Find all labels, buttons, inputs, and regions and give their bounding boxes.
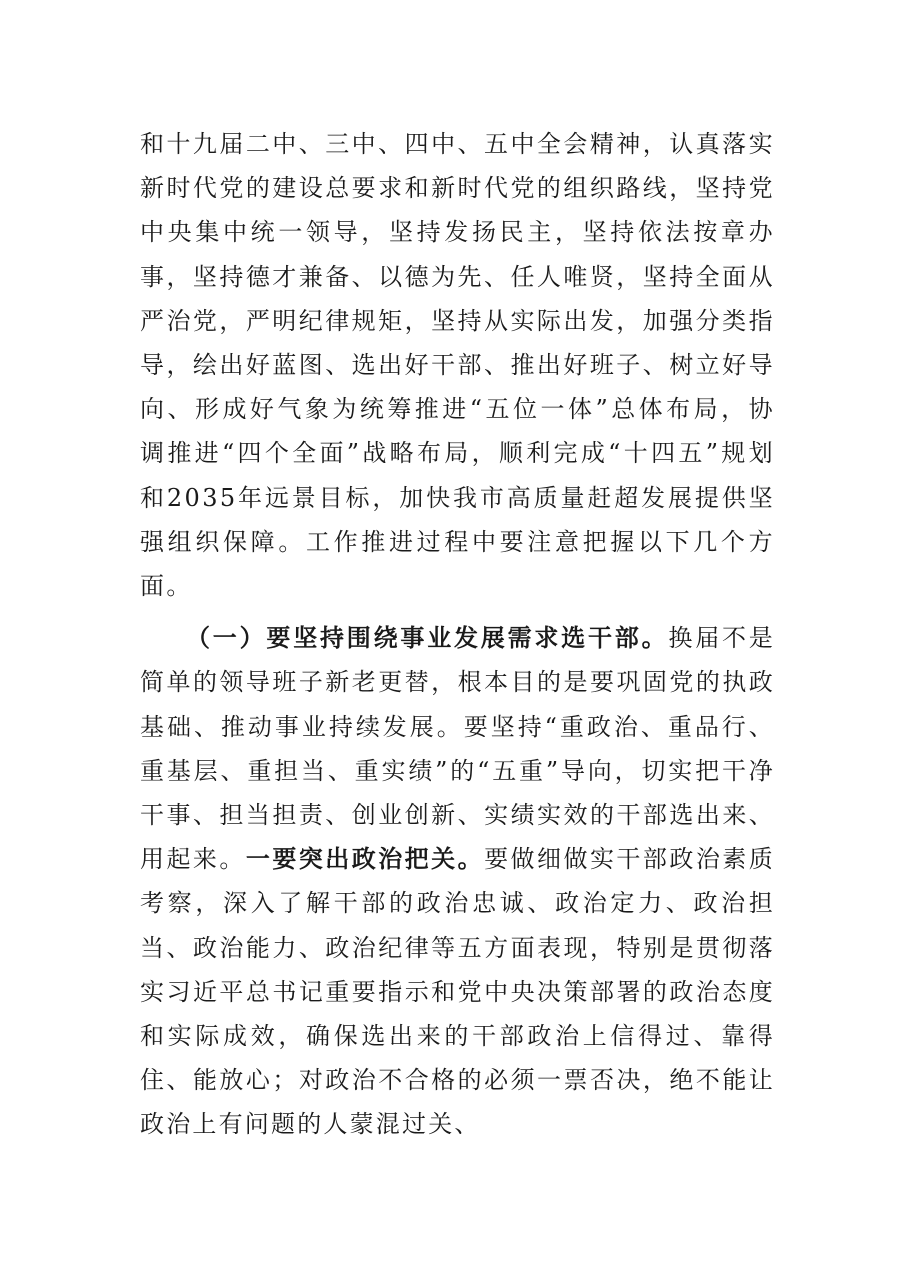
section-subheading: 一要突出政治把关。	[245, 844, 485, 874]
section-text-continued: 要做细做实干部政治素质考察，深入了解干部的政治忠诚、政治定力、政治担当、政治能力、政治纪律等五方面表现，特别是贯彻落实习近平总书记重要指示和党中央决策部署的政治态度和实际成效，确保选出来的干部政治上信得过、靠得住、能放心；对政治不合格的必须一票否决，绝不能让政治上有问题的人蒙混过关、	[140, 845, 775, 1139]
document-body	[140, 122, 775, 1147]
paragraph-intro: 和十九届二中、三中、四中、五中全会精神，认真落实新时代党的建设总要求和新时代党的组织路线，坚持党中央集中统一领导，坚持发扬民主，坚持依法按章办事，坚持德才兼备、以德为先、任人唯贤，坚持全面从严治党，严明纪律规矩，坚持从实际出发，加强分类指导，绘出好蓝图、选出好干部、推出好班子、树立好导向、形成好气象为统筹推进“五位一体”总体布局，协调推进“四个全面”战略布局，顺利完成“十四五”规划和2035年远景目标，加快我市高质量赶超发展提供坚强组织保障。工作推进过程中要注意把握以下几个方面。	[140, 130, 775, 601]
paragraph-section-one	[140, 616, 775, 1146]
section-heading: （一）要坚持围绕事业发展需求选干部。	[186, 623, 669, 653]
section-text: 换届不是简单的领导班子新老更替，根本目的是要巩固党的执政基础、推动事业持续发展。要坚持“重政治、重品行、重基层、重担当、重实绩”的“五重”导向，切实把干净干事、担当担责、创业创新、实绩实效的干部选出来、用起来。	[140, 624, 775, 874]
